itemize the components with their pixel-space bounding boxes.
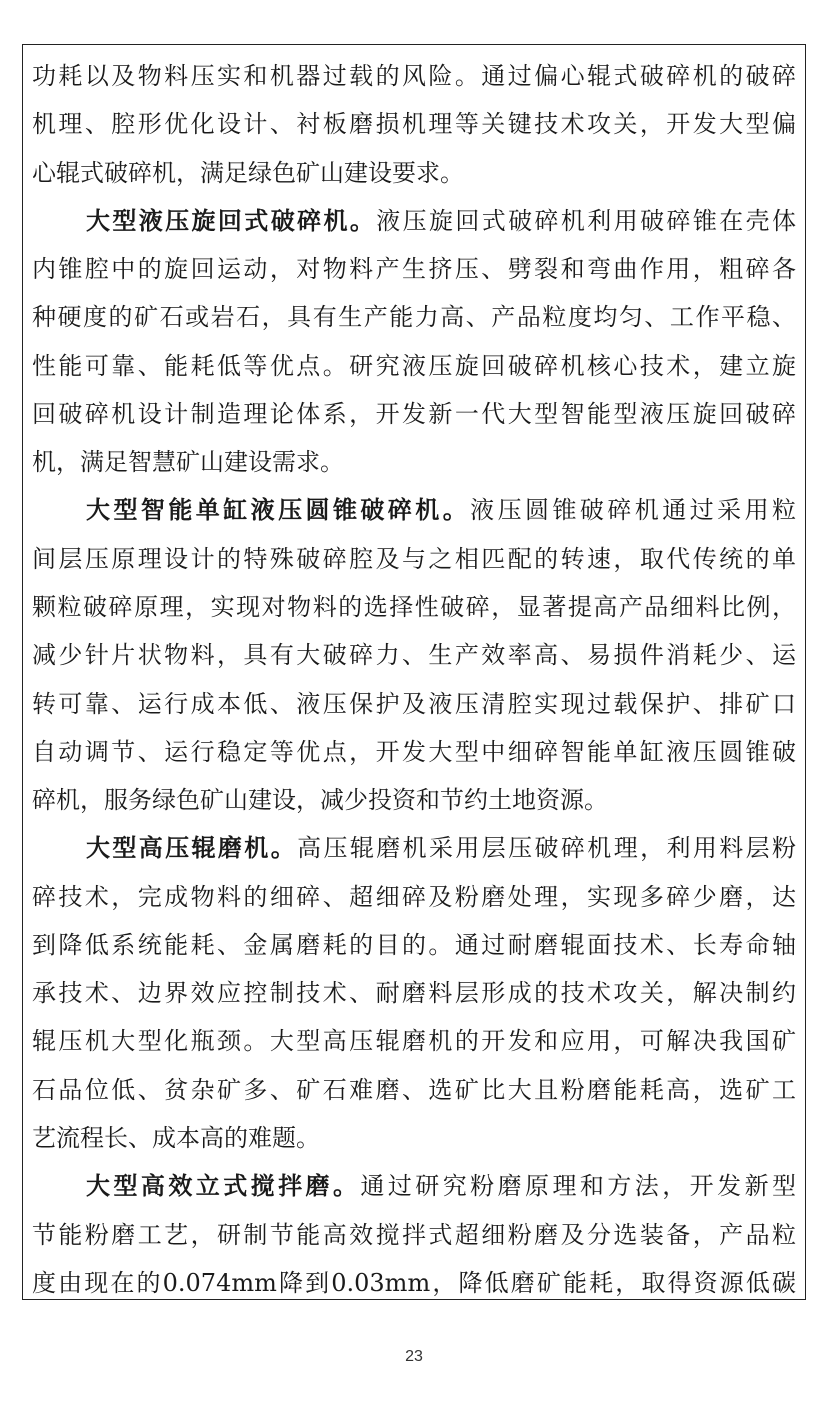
body-line: 种硬度的矿石或岩石，具有生产能力高、产品粒度均匀、工作平稳、 [32,303,796,331]
body-line: 机，满足智慧矿山建设需求。 [32,448,344,476]
body-line: 心辊式破碎机，满足绿色矿山建设要求。 [32,159,464,187]
section-heading: 大型高压辊磨机。 [86,834,298,862]
body-line: 内锥腔中的旋回运动，对物料产生挤压、劈裂和弯曲作用，粗碎各 [32,255,796,283]
section-heading: 大型液压旋回式破碎机。 [86,207,377,235]
paragraph-text: 液压圆锥破碎机通过采用粒 [470,496,797,524]
body-line: 功耗以及物料压实和机器过载的风险。通过偏心辊式破碎机的破碎 [32,62,796,90]
body-line: 艺流程长、成本高的难题。 [32,1124,320,1152]
body-line: 承技术、边界效应控制技术、耐磨料层形成的技术攻关，解决制约 [32,979,796,1007]
body-line: 机理、腔形优化设计、衬板磨损机理等关键技术攻关，开发大型偏 [32,110,796,138]
body-line: 间层压原理设计的特殊破碎腔及与之相匹配的转速，取代传统的单 [32,545,796,573]
body-line: 性能可靠、能耗低等优点。研究液压旋回破碎机核心技术，建立旋 [32,352,796,380]
body-line: 转可靠、运行成本低、液压保护及液压清腔实现过载保护、排矿口 [32,690,796,718]
body-line: 回破碎机设计制造理论体系，开发新一代大型智能型液压旋回破碎 [32,400,796,428]
body-line: 节能粉磨工艺，研制节能高效搅拌式超细粉磨及分选装备，产品粒 [32,1221,796,1249]
body-line: 到降低系统能耗、金属磨耗的目的。通过耐磨辊面技术、长寿命轴 [32,931,796,959]
paragraph-text: 通过研究粉磨原理和方法，开发新型 [360,1172,797,1200]
body-line: 碎技术，完成物料的细碎、超细碎及粉磨处理，实现多碎少磨，达 [32,883,796,911]
page-number: 23 [405,1348,423,1365]
paragraph-first-line [86,1170,796,1202]
section-heading: 大型智能单缸液压圆锥破碎机。 [86,496,471,524]
paragraph-first-line [86,494,796,526]
section-heading: 大型高效立式搅拌磨。 [86,1172,361,1200]
body-line: 颗粒破碎原理，实现对物料的选择性破碎，显著提高产品细料比例， [32,593,796,621]
body-line: 辊压机大型化瓶颈。大型高压辊磨机的开发和应用，可解决我国矿 [32,1027,796,1055]
body-line: 碎机，服务绿色矿山建设，减少投资和节约土地资源。 [32,786,608,814]
paragraph-first-line [86,205,796,237]
body-line: 石品位低、贫杂矿多、矿石难磨、选矿比大且粉磨能耗高，选矿工 [32,1076,796,1104]
paragraph-text: 液压旋回式破碎机利用破碎锥在壳体 [376,207,797,235]
paragraph-first-line [86,832,796,864]
body-line: 度由现在的0.074mm降到0.03mm，降低磨矿能耗，取得资源低碳 [32,1269,796,1297]
paragraph-text: 高压辊磨机采用层压破碎机理，利用料层粉 [297,834,796,862]
body-line: 减少针片状物料，具有大破碎力、生产效率高、易损件消耗少、运 [32,641,796,669]
body-line: 自动调节、运行稳定等优点，开发大型中细碎智能单缸液压圆锥破 [32,738,796,766]
